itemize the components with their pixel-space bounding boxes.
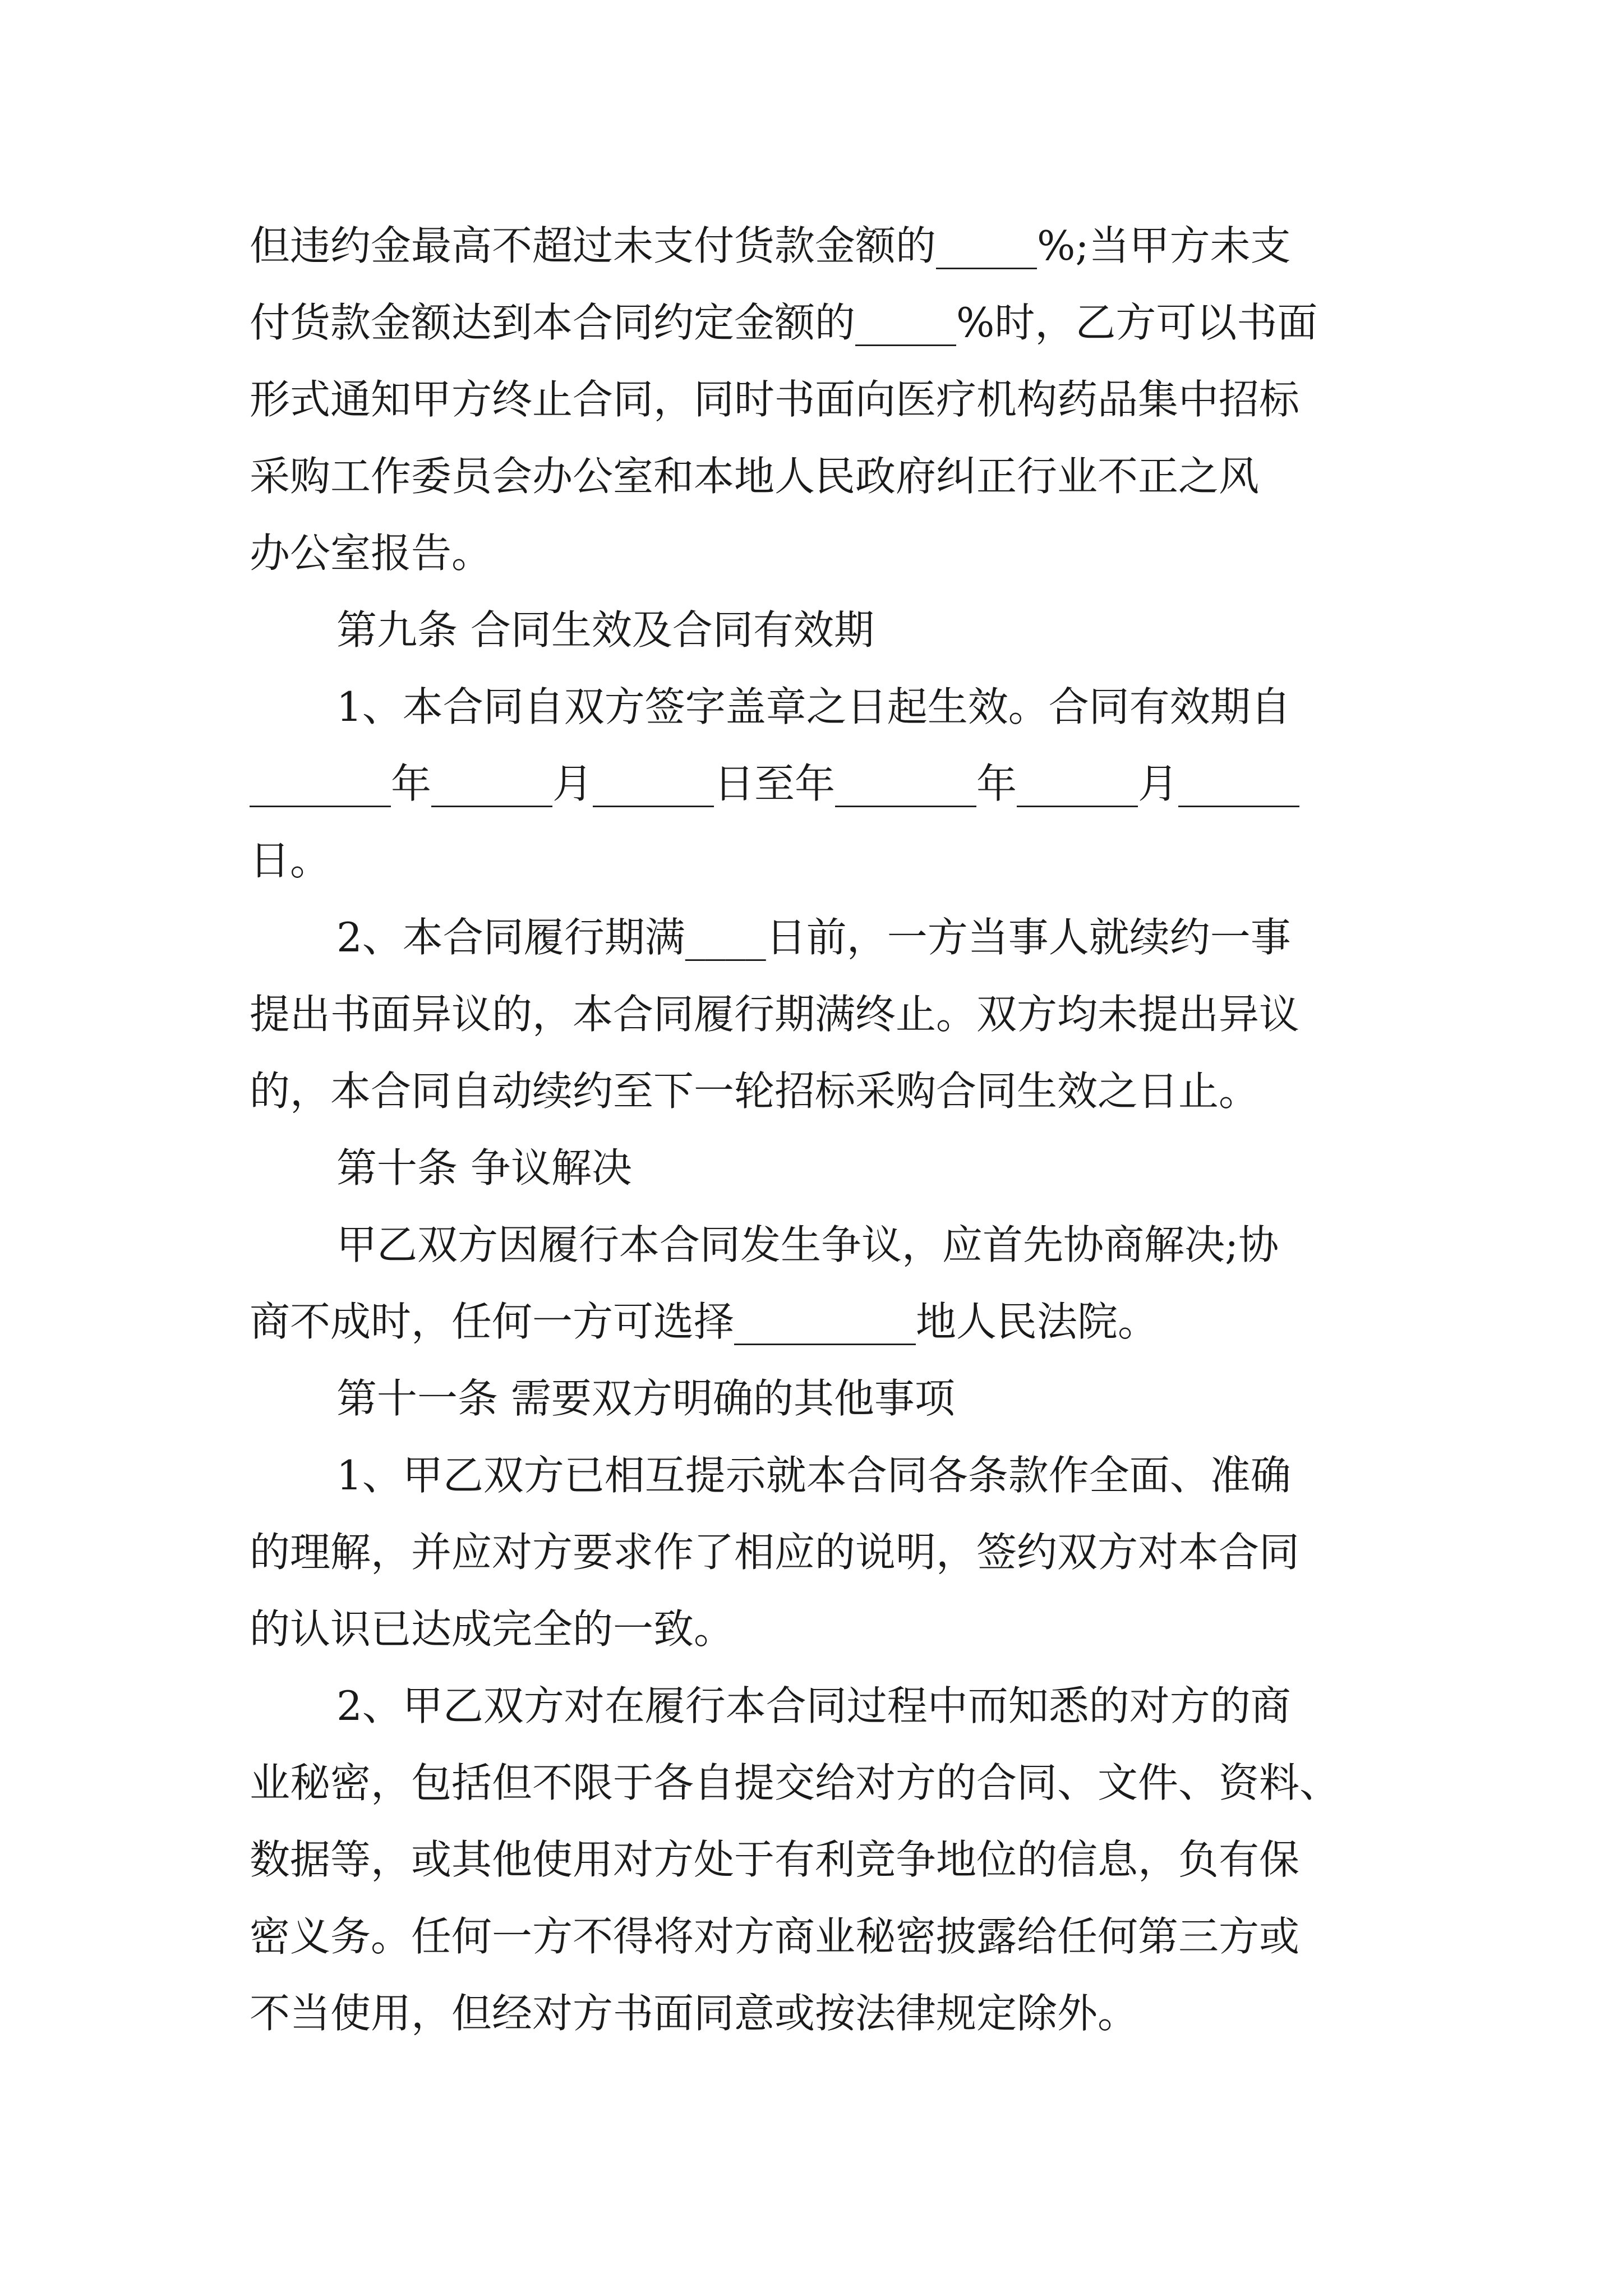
text-line: 业秘密，包括但不限于各自提交给对方的合同、文件、资料、 (250, 1759, 1340, 1806)
text-line: 1、甲乙双方已相互提示就本合同各条款作全面、准确 (336, 1452, 1291, 1499)
text-line: 形式通知甲方终止合同，同时书面向医疗机构药品集中招标 (250, 376, 1300, 423)
text-line: 甲乙双方因履行本合同发生争议，应首先协商解决;协 (336, 1221, 1279, 1268)
text-line: 2、甲乙双方对在履行本合同过程中而知悉的对方的商 (336, 1682, 1291, 1729)
text-line: 提出书面异议的，本合同履行期满终止。双方均未提出异议 (250, 991, 1300, 1038)
text-line: 不当使用，但经对方书面同意或按法律规定除外。 (250, 1990, 1138, 2037)
text-line: 采购工作委员会办公室和本地人民政府纠正行业不正之风 (250, 453, 1260, 500)
text-line: 但违约金最高不超过未支付货款金额的_____%;当甲方未支 (250, 222, 1291, 269)
text-line: 的认识已达成完全的一致。 (250, 1605, 735, 1653)
text-line: 日。 (250, 837, 331, 884)
text-line: 办公室报告。 (250, 530, 492, 577)
text-line: 付货款金额达到本合同约定金额的_____%时，乙方可以书面 (250, 299, 1318, 346)
text-line: 2、本合同履行期满____日前，一方当事人就续约一事 (336, 914, 1291, 961)
text-line: 1、本合同自双方签字盖章之日起生效。合同有效期自 (336, 683, 1291, 730)
section-heading: 第九条 合同生效及合同有效期 (336, 606, 874, 654)
text-line: 的，本合同自动续约至下一轮招标采购合同生效之日止。 (250, 1068, 1260, 1115)
text-line: 商不成时，任何一方可选择_________地人民法院。 (250, 1298, 1159, 1345)
section-heading: 第十条 争议解决 (336, 1144, 632, 1191)
date-blanks-line: _______年______月______日至年_______年______月______ (250, 760, 1300, 807)
section-heading: 第十一条 需要双方明确的其他事项 (336, 1375, 955, 1422)
text-line: 数据等，或其他使用对方处于有利竞争地位的信息，负有保 (250, 1836, 1300, 1883)
text-line: 的理解，并应对方要求作了相应的说明，签约双方对本合同 (250, 1529, 1300, 1576)
text-line: 密义务。任何一方不得将对方商业秘密披露给任何第三方或 (250, 1913, 1300, 1960)
